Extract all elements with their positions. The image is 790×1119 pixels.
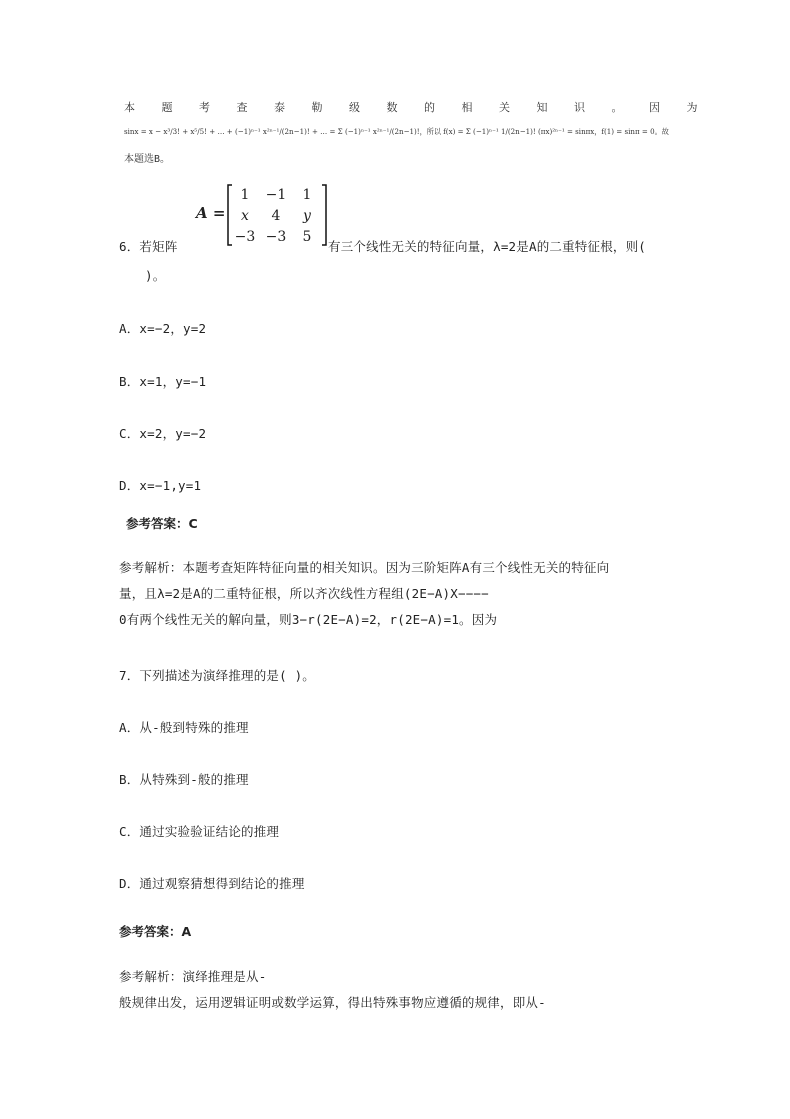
- matrix-cell: 5: [302, 228, 312, 245]
- q7-analysis-line-2: 般规律出发，运用逻辑证明或数学运算，得出特殊事物应遵循的规律，即从-: [119, 995, 546, 1010]
- matrix-cell: y: [303, 207, 311, 224]
- matrix-cell: 1: [302, 186, 312, 203]
- prev-explanation-intro: 本题考查泰勒级数的相关知识。因为: [124, 101, 724, 114]
- q6-option-b: B．x=1，y=−1: [119, 374, 207, 389]
- formula-text: sinx = x − x³/3! + x⁵/5! + … + (−1)ⁿ⁻¹ x²ⁿ⁻¹/(2n−1)! + … = Σ (−1)ⁿ⁻¹ x²ⁿ⁻¹/(2n−1)!，所以 f(x) = Σ (−1)ⁿ⁻¹ 1/(2n−1)! (πx)²ⁿ⁻¹ = sinπx，f(1) = sinπ = 0。故: [124, 127, 669, 136]
- matrix-row-1: [230, 184, 322, 205]
- matrix-row-3: [230, 226, 322, 247]
- matrix-row-2: [230, 205, 322, 226]
- matrix-cell: 1: [240, 186, 250, 203]
- q7-analysis-line-1: 参考解析：演绎推理是从-: [119, 969, 267, 984]
- taylor-series-formula: [124, 121, 669, 143]
- q6-analysis-line-1: 参考解析：本题考查矩阵特征向量的相关知识。因为三阶矩阵A有三个线性无关的特征向: [119, 560, 610, 575]
- prev-conclusion: 本题选B。: [124, 154, 171, 165]
- matrix-cell: −3: [234, 228, 256, 245]
- matrix-cell: x: [241, 207, 249, 224]
- matrix-body: [230, 184, 322, 247]
- matrix-cell: 4: [271, 207, 281, 224]
- q6-option-c: C．x=2，y=−2: [119, 426, 207, 441]
- q7-option-c: C．通过实验验证结论的推理: [119, 824, 280, 839]
- q7-option-a: A．从-般到特殊的推理: [119, 720, 249, 735]
- q6-analysis-line-3: 0有两个线性无关的解向量，则3−r(2E−A)=2，r(2E−A)=1。因为: [119, 612, 498, 627]
- q7-option-d: D．通过观察猜想得到结论的推理: [119, 876, 305, 891]
- matrix-cell: −1: [265, 186, 287, 203]
- q7-answer: 参考答案：A: [119, 924, 192, 939]
- q6-continuation: )。: [145, 268, 166, 283]
- q7-option-b: B．从特殊到-般的推理: [119, 772, 249, 787]
- matrix-a: [196, 182, 328, 248]
- q6-option-a: A．x=−2，y=2: [119, 321, 207, 336]
- matrix-cell: −3: [265, 228, 287, 245]
- matrix-label: A =: [196, 204, 226, 222]
- q6-answer: 参考答案：C: [126, 516, 198, 531]
- q6-prefix: 6．若矩阵: [119, 239, 178, 254]
- q6-suffix: 有三个线性无关的特征向量，λ=2是A的二重特征根，则(: [328, 239, 647, 254]
- q6-option-d: D．x=−1,y=1: [119, 478, 202, 493]
- q6-analysis-line-2: 量，且λ=2是A的二重特征根，所以齐次线性方程组(2E−A)X−−−−: [119, 586, 489, 601]
- q7-question: 7．下列描述为演绎推理的是( )。: [119, 668, 316, 683]
